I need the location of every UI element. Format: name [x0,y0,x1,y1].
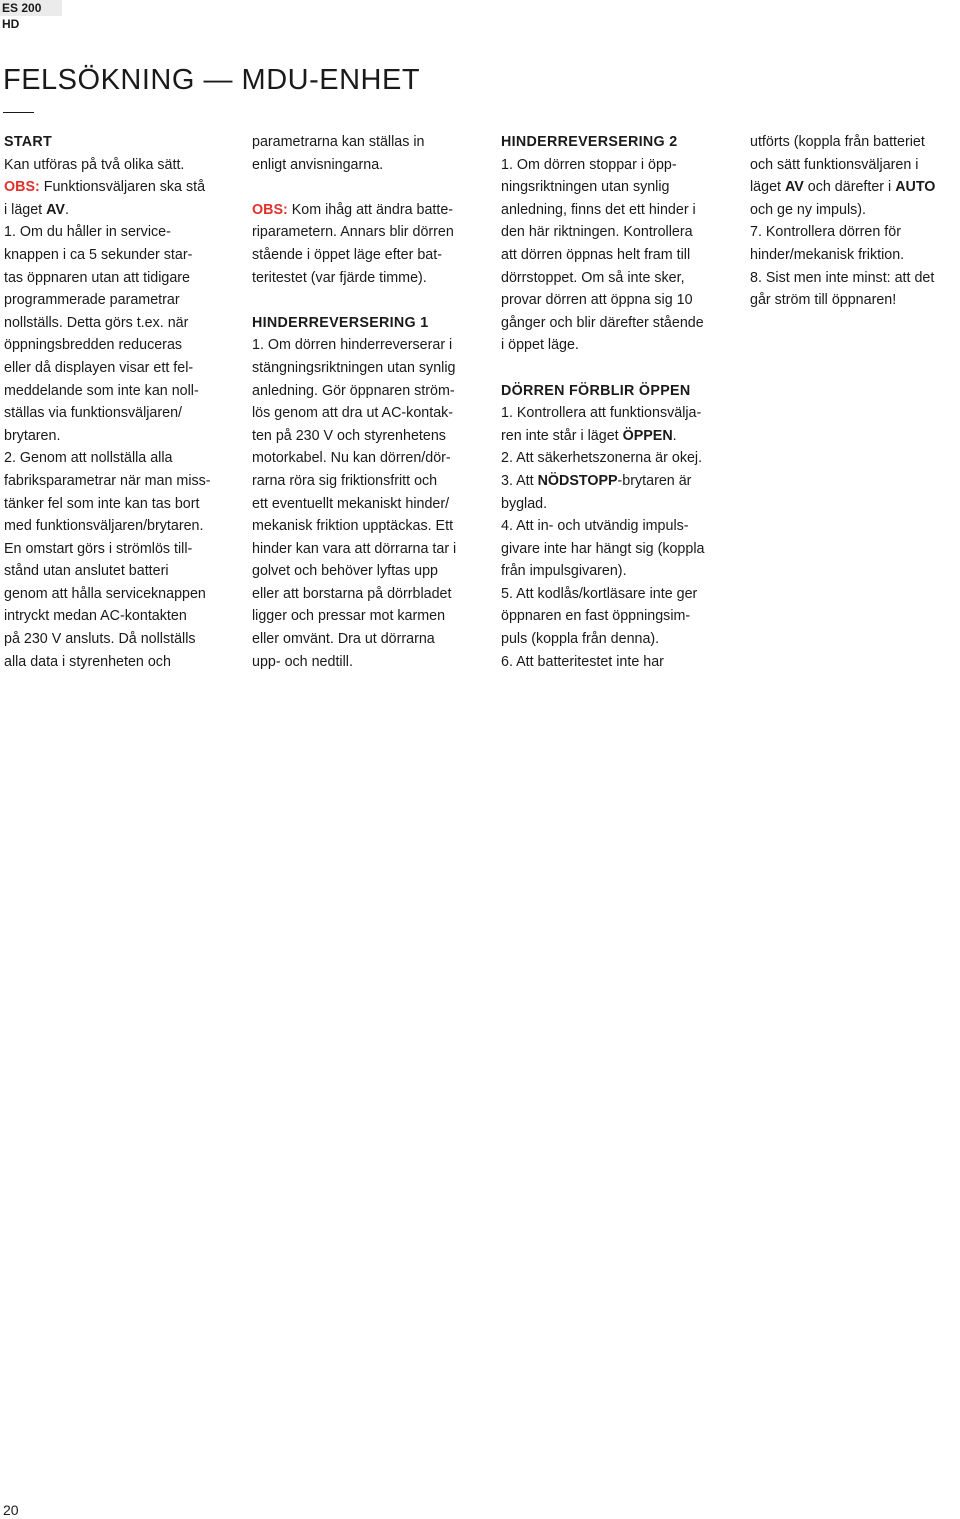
text-line: hinder/mekanisk friktion. [750,246,905,263]
text-line: på 230 V ansluts. Då nollställs [4,631,196,648]
column-2 [252,131,480,673]
text-line: eller att borstarna på dörrbladet [252,585,452,602]
text-line: 8. Sist men inte minst: att det [750,269,935,286]
text-line [501,470,729,493]
text-line: och ge ny impuls). [750,201,867,218]
title-underline [3,112,34,113]
text-line: från impulsgivaren). [501,563,627,580]
text-run: läget [750,179,785,196]
text-run: 3. Att [501,472,538,489]
text-line: lös genom att dra ut AC-kontak- [252,405,454,422]
text-run: . [64,201,69,218]
text-line: motorkabel. Nu kan dörren/dör- [252,450,451,467]
text-line: ställas via funktionsväljaren/ [4,405,183,422]
text-line [4,199,232,222]
text-line: ligger och pressar mot karmen [252,608,446,625]
text-line: provar dörren att öppna sig 10 [501,292,693,309]
text-line: 7. Kontrollera dörren för [750,224,901,241]
obs-note [4,176,232,199]
text-line: 2. Genom att nollställa alla [4,450,173,467]
text-line: anledning. Gör öppnaren ström- [252,382,455,399]
text-line: ett eventuellt mekaniskt hinder/ [252,495,450,512]
text-line: tas öppnaren utan att tidigare [4,269,190,286]
text-line: teritestet (var fjärde timme). [252,269,427,286]
text-line: 1. Om dörren hinderreverserar i [252,337,453,354]
text-line: dörrstoppet. Om så inte sker, [501,269,685,286]
product-name: ES 200 HD [2,1,42,31]
text-line: i öppet läge. [501,337,579,354]
text-run: Kom ihåg att ändra batte- [287,201,454,218]
section-heading-hinderreversering-1: HINDERREVERSERING 1 [252,314,429,331]
text-line: 5. Att kodlås/kortläsare inte ger [501,585,698,602]
bold-term: ÖPPEN [622,427,673,444]
column-1 [4,131,232,673]
column-3 [501,131,729,673]
bold-term: AV [784,179,804,196]
text-run: i läget [4,201,47,218]
text-line: eller omvänt. Dra ut dörrarna [252,631,435,648]
text-run: . [672,427,677,444]
text-line: stånd utan anslutet batteri [4,563,169,580]
text-line: och sätt funktionsväljaren i [750,156,919,173]
text-line: anledning, finns det ett hinder i [501,201,696,218]
text-line [501,425,729,448]
text-line: 4. Att in- och utvändig impuls- [501,518,689,535]
text-line: golvet och behöver lyftas upp [252,563,438,580]
text-line: hinder kan vara att dörrarna tar i [252,540,457,557]
obs-note [252,199,480,222]
text-line: 1. Om dörren stoppar i öpp- [501,156,677,173]
text-line: byglad. [501,495,548,512]
text-line: gånger och blir därefter stående [501,314,704,331]
text-line: fabriksparametrar när man miss- [4,472,211,489]
text-line: öppningsbredden reduceras [4,337,183,354]
text-run: och därefter i [803,179,896,196]
text-line: knappen i ca 5 sekunder star- [4,246,193,263]
text-line: meddelande som inte kan noll- [4,382,199,399]
text-line: intryckt medan AC-kontakten [4,608,187,625]
text-line: parametrarna kan ställas in [252,134,425,150]
text-line: enligt anvisningarna. [252,156,384,173]
text-line: 1. Om du håller in service- [4,224,171,241]
text-line: rarna röra sig friktionsfritt och [252,472,438,489]
text-line: programmerade parametrar [4,292,180,309]
text-line: givare inte har hängt sig (koppla [501,540,705,557]
document-header [0,0,62,31]
text-line: genom att hålla serviceknappen [4,585,206,602]
text-line: 1. Kontrollera att funktionsvälja- [501,405,702,422]
text-line: tänker fel som inte kan tas bort [4,495,200,512]
text-line: upp- och nedtill. [252,653,353,670]
text-line: öppnaren en fast öppningsim- [501,608,691,625]
text-line: ten på 230 V och styrenhetens [252,427,446,444]
text-line: brytaren. [4,427,61,444]
text-line: Kan utföras på två olika sätt. [4,156,185,173]
text-line: ningsriktningen utan synlig [501,179,670,196]
text-line: puls (koppla från denna). [501,631,660,648]
text-line: nollställs. Detta görs t.ex. när [4,314,189,331]
text-line [750,176,960,199]
text-line: att dörren öppnas helt fram till [501,246,691,263]
section-heading-dorren-forblir-oppen: DÖRREN FÖRBLIR ÖPPEN [501,382,691,399]
text-run: Funktionsväljaren ska stå [39,179,206,196]
text-line: alla data i styrenheten och [4,653,171,670]
paragraph-gap [501,357,729,380]
page-number: 20 [3,1502,19,1518]
obs-label: OBS: [252,201,288,218]
paragraph-gap [252,289,480,312]
text-line: 2. Att säkerhetszonerna är okej. [501,450,703,467]
column-4 [750,131,960,312]
text-line: med funktionsväljaren/brytaren. [4,518,204,535]
text-line: mekanisk friktion upptäckas. Ett [252,518,454,535]
text-line: eller då displayen visar ett fel- [4,359,194,376]
bold-term: NÖDSTOPP [537,472,618,489]
text-line: En omstart görs i strömlös till- [4,540,193,557]
text-line: den här riktningen. Kontrollera [501,224,693,241]
paragraph-gap [252,176,480,199]
bold-term: AUTO [895,179,936,196]
obs-label: OBS: [4,179,40,196]
text-line: går ström till öppnaren! [750,292,897,309]
text-run: -brytaren är [617,472,692,489]
text-run: ren inte står i läget [501,427,623,444]
bold-term: AV [46,201,65,218]
section-heading-hinderreversering-2: HINDERREVERSERING 2 [501,134,678,150]
text-line: utförts (koppla från batteriet [750,134,925,150]
text-line: stängningsriktningen utan synlig [252,359,456,376]
section-heading-start: START [4,134,53,150]
text-line: stående i öppet läge efter bat- [252,246,442,263]
text-line: 6. Att batteritestet inte har [501,653,664,670]
page-title: FELSÖKNING — MDU-ENHET [3,64,421,96]
text-line: riparametern. Annars blir dörren [252,224,454,241]
